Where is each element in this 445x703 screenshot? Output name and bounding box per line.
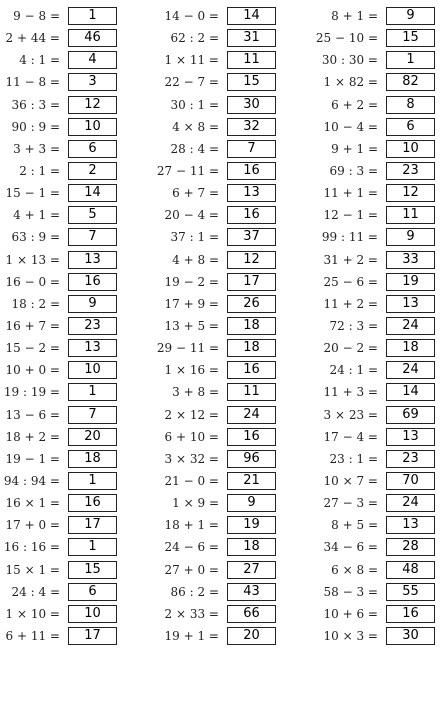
problem-row: [0, 51, 435, 69]
problem-row: [0, 73, 435, 91]
problem-expression: 19 + 1 =: [164, 628, 219, 643]
problem-expression: 4 + 8 =: [172, 252, 219, 267]
answer-box[interactable]: 18: [227, 317, 276, 335]
answer-box[interactable]: 32: [227, 118, 276, 136]
answer-box[interactable]: 7: [68, 406, 117, 424]
answer-box[interactable]: 10: [68, 605, 117, 623]
problem-expression: 3 × 32 =: [164, 451, 219, 466]
problem-expression: 16 + 7 =: [5, 318, 60, 333]
answer-box[interactable]: 1: [386, 51, 435, 69]
problem-expression: 18 + 2 =: [5, 429, 60, 444]
answer-box[interactable]: 9: [227, 494, 276, 512]
problem-expression: 99 : 11 =: [321, 230, 378, 245]
answer-box[interactable]: 11: [227, 383, 276, 401]
problem-row: [0, 383, 435, 401]
answer-box[interactable]: 12: [68, 96, 117, 114]
problem-expression: 14 − 0 =: [164, 9, 219, 23]
answer-box[interactable]: 18: [386, 339, 435, 357]
answer-box[interactable]: 1: [68, 538, 117, 556]
problem-expression: 10 + 6 =: [323, 606, 378, 621]
answer-box[interactable]: 96: [227, 450, 276, 468]
answer-box[interactable]: 4: [68, 51, 117, 69]
problem-expression: 10 − 4 =: [323, 119, 378, 134]
problem-expression: 1 × 11 =: [164, 53, 219, 68]
problem-expression: 34 − 6 =: [323, 540, 378, 555]
problem-expression: 63 : 9 =: [11, 230, 60, 245]
answer-box[interactable]: 82: [386, 73, 435, 91]
answer-box[interactable]: 20: [68, 428, 117, 446]
answer-box[interactable]: 30: [227, 96, 276, 114]
answer-box[interactable]: 11: [227, 51, 276, 69]
answer-box[interactable]: 5: [68, 206, 117, 224]
answer-box[interactable]: 16: [227, 206, 276, 224]
answer-box[interactable]: 16: [227, 162, 276, 180]
problem-expression: 22 − 7 =: [164, 75, 219, 90]
answer-box[interactable]: 10: [68, 361, 117, 379]
answer-box[interactable]: 14: [227, 7, 276, 25]
problem-expression: 18 + 1 =: [164, 518, 219, 533]
problem-row: [0, 7, 435, 25]
problem-expression: 69 : 3 =: [329, 163, 378, 178]
problem-expression: 13 + 5 =: [164, 318, 219, 333]
answer-box[interactable]: 24: [386, 317, 435, 335]
answer-box[interactable]: 24: [386, 361, 435, 379]
answer-box[interactable]: 1: [68, 472, 117, 490]
problem-row: [0, 228, 435, 246]
problem-expression: 9 + 1 =: [331, 141, 378, 156]
problem-expression: 25 − 6 =: [323, 274, 378, 289]
problem-row: [0, 627, 435, 645]
problem-expression: 37 : 1 =: [170, 230, 219, 245]
answer-box[interactable]: 21: [227, 472, 276, 490]
problem-expression: 17 + 9 =: [164, 296, 219, 311]
problem-row: [0, 162, 435, 180]
answer-box[interactable]: 18: [68, 450, 117, 468]
problem-expression: 30 : 30 =: [321, 53, 378, 68]
problem-expression: 20 − 2 =: [323, 341, 378, 356]
problem-expression: 2 × 33 =: [164, 606, 219, 621]
answer-box[interactable]: 9: [386, 7, 435, 25]
answer-box[interactable]: 23: [386, 162, 435, 180]
problem-expression: 24 : 1 =: [329, 363, 378, 378]
problem-expression: 2 × 12 =: [164, 407, 219, 422]
answer-box[interactable]: 28: [386, 538, 435, 556]
answer-box[interactable]: 13: [227, 184, 276, 202]
answer-box[interactable]: 31: [227, 29, 276, 47]
answer-box[interactable]: 18: [227, 339, 276, 357]
answer-box[interactable]: 27: [227, 561, 276, 579]
answer-box[interactable]: 8: [386, 96, 435, 114]
problem-expression: 11 + 3 =: [323, 385, 378, 400]
problem-expression: 11 + 2 =: [323, 296, 378, 311]
problem-expression: 19 : 19 =: [3, 385, 60, 400]
answer-box[interactable]: 7: [68, 228, 117, 246]
answer-box[interactable]: 16: [68, 494, 117, 512]
answer-box[interactable]: 13: [68, 339, 117, 357]
answer-box[interactable]: 24: [227, 406, 276, 424]
answer-box[interactable]: 70: [386, 472, 435, 490]
answer-box[interactable]: 15: [68, 561, 117, 579]
problem-expression: 10 × 3 =: [323, 628, 378, 643]
problem-expression: 2 : 1 =: [19, 163, 60, 178]
answer-box[interactable]: 19: [386, 273, 435, 291]
problem-expression: 28 : 4 =: [170, 141, 219, 156]
problem-row: [0, 428, 435, 446]
problem-expression: 10 + 0 =: [5, 363, 60, 378]
problem-expression: 11 + 1 =: [323, 186, 378, 201]
answer-box[interactable]: 13: [386, 516, 435, 534]
answer-box[interactable]: 10: [386, 140, 435, 158]
problem-row: [0, 295, 435, 313]
answer-box[interactable]: 14: [68, 184, 117, 202]
problem-expression: 4 × 8 =: [172, 119, 219, 134]
problem-expression: 4 + 1 =: [13, 208, 60, 223]
answer-box[interactable]: 16: [386, 605, 435, 623]
answer-box[interactable]: 15: [227, 73, 276, 91]
problem-expression: 18 : 2 =: [11, 296, 60, 311]
answer-box[interactable]: 16: [227, 428, 276, 446]
problem-expression: 17 − 4 =: [323, 429, 378, 444]
problem-expression: 3 + 3 =: [13, 141, 60, 156]
problem-expression: 62 : 2 =: [170, 31, 219, 46]
problem-expression: 31 + 2 =: [323, 252, 378, 267]
answer-box[interactable]: 30: [386, 627, 435, 645]
answer-box[interactable]: 14: [386, 383, 435, 401]
problem-expression: 4 : 1 =: [19, 53, 60, 68]
answer-box[interactable]: 37: [227, 228, 276, 246]
answer-box[interactable]: 20: [227, 627, 276, 645]
answer-box[interactable]: 17: [68, 516, 117, 534]
answer-box[interactable]: 12: [227, 251, 276, 269]
answer-box[interactable]: 69: [386, 406, 435, 424]
answer-box[interactable]: 10: [68, 118, 117, 136]
answer-box[interactable]: 1: [68, 383, 117, 401]
problem-row: [0, 583, 435, 601]
answer-box[interactable]: 7: [227, 140, 276, 158]
answer-box[interactable]: 26: [227, 295, 276, 313]
problem-row: [0, 516, 435, 534]
problem-row: [0, 96, 435, 114]
problem-expression: 27 − 3 =: [323, 496, 378, 511]
problem-expression: 13 − 6 =: [5, 407, 60, 422]
problem-expression: 16 − 0 =: [5, 274, 60, 289]
problem-expression: 94 : 94 =: [3, 473, 60, 488]
answer-box[interactable]: 2: [68, 162, 117, 180]
answer-box[interactable]: 9: [386, 228, 435, 246]
problem-expression: 3 + 8 =: [172, 385, 219, 400]
answer-box[interactable]: 17: [68, 627, 117, 645]
problem-expression: 9 − 8 =: [13, 9, 60, 23]
problem-expression: 20 − 4 =: [164, 208, 219, 223]
problem-expression: 8 + 1 =: [331, 9, 378, 23]
answer-box[interactable]: 9: [68, 295, 117, 313]
problem-expression: 11 − 8 =: [5, 75, 60, 90]
problem-expression: 25 − 10 =: [315, 31, 378, 46]
answer-box[interactable]: 6: [68, 140, 117, 158]
problem-row: [0, 472, 435, 490]
answer-box[interactable]: 23: [68, 317, 117, 335]
problem-column: [0, 7, 435, 649]
problem-expression: 6 + 7 =: [172, 186, 219, 201]
problem-expression: 1 × 16 =: [164, 363, 219, 378]
problem-expression: 15 × 1 =: [5, 562, 60, 577]
problem-expression: 1 × 9 =: [172, 496, 219, 511]
problem-expression: 19 − 1 =: [5, 451, 60, 466]
problem-expression: 6 × 8 =: [331, 562, 378, 577]
problem-expression: 90 : 9 =: [11, 119, 60, 134]
problem-row: [0, 339, 435, 357]
problem-row: [0, 118, 435, 136]
answer-box[interactable]: 18: [227, 538, 276, 556]
problem-expression: 24 : 4 =: [11, 584, 60, 599]
answer-box[interactable]: 13: [386, 295, 435, 313]
problem-expression: 29 − 11 =: [156, 341, 219, 356]
problem-row: [0, 494, 435, 512]
answer-box[interactable]: 66: [227, 605, 276, 623]
problem-expression: 24 − 6 =: [164, 540, 219, 555]
problem-expression: 1 × 82 =: [323, 75, 378, 90]
problem-expression: 72 : 3 =: [329, 318, 378, 333]
answer-box[interactable]: 6: [386, 118, 435, 136]
answer-box[interactable]: 11: [386, 206, 435, 224]
problem-expression: 10 × 7 =: [323, 473, 378, 488]
problem-expression: 12 − 1 =: [323, 208, 378, 223]
answer-box[interactable]: 17: [227, 273, 276, 291]
answer-box[interactable]: 48: [386, 561, 435, 579]
problem-row: [0, 605, 435, 623]
problem-row: [0, 29, 435, 47]
problem-expression: 27 + 0 =: [164, 562, 219, 577]
problem-row: [0, 140, 435, 158]
problem-expression: 30 : 1 =: [170, 97, 219, 112]
problem-expression: 6 + 10 =: [164, 429, 219, 444]
problem-expression: 16 : 16 =: [3, 540, 60, 555]
problem-row: [0, 206, 435, 224]
problem-row: [0, 450, 435, 468]
problem-expression: 15 − 2 =: [5, 341, 60, 356]
problem-expression: 36 : 3 =: [11, 97, 60, 112]
answer-box[interactable]: 46: [68, 29, 117, 47]
problem-row: [0, 251, 435, 269]
problem-row: [0, 184, 435, 202]
answer-box[interactable]: 3: [68, 73, 117, 91]
problem-row: [0, 538, 435, 556]
problem-expression: 21 − 0 =: [164, 473, 219, 488]
problem-expression: 3 × 23 =: [323, 407, 378, 422]
problem-row: [0, 561, 435, 579]
problem-expression: 16 × 1 =: [5, 496, 60, 511]
problem-expression: 8 + 5 =: [331, 518, 378, 533]
problem-expression: 23 : 1 =: [329, 451, 378, 466]
problem-expression: 1 × 13 =: [5, 252, 60, 267]
problem-expression: 2 + 44 =: [5, 31, 60, 46]
answer-box[interactable]: 13: [386, 428, 435, 446]
answer-box[interactable]: 13: [68, 251, 117, 269]
answer-box[interactable]: 1: [68, 7, 117, 25]
answer-box[interactable]: 12: [386, 184, 435, 202]
answer-box[interactable]: 55: [386, 583, 435, 601]
answer-box[interactable]: 43: [227, 583, 276, 601]
answer-box[interactable]: 19: [227, 516, 276, 534]
problem-expression: 27 − 11 =: [156, 163, 219, 178]
answer-box[interactable]: 16: [68, 273, 117, 291]
problem-row: [0, 317, 435, 335]
answer-box[interactable]: 6: [68, 583, 117, 601]
problem-expression: 86 : 2 =: [170, 584, 219, 599]
problem-row: [0, 273, 435, 291]
problem-expression: 15 − 1 =: [5, 186, 60, 201]
problem-row: [0, 406, 435, 424]
answer-box[interactable]: 33: [386, 251, 435, 269]
problem-expression: 6 + 11 =: [5, 628, 60, 643]
answer-box[interactable]: 15: [386, 29, 435, 47]
answer-box[interactable]: 16: [227, 361, 276, 379]
problem-row: [0, 361, 435, 379]
problem-expression: 19 − 2 =: [164, 274, 219, 289]
problem-expression: 1 × 10 =: [5, 606, 60, 621]
answer-box[interactable]: 24: [386, 494, 435, 512]
answer-box[interactable]: 23: [386, 450, 435, 468]
problem-expression: 17 + 0 =: [5, 518, 60, 533]
problem-expression: 6 + 2 =: [331, 97, 378, 112]
problem-expression: 58 − 3 =: [323, 584, 378, 599]
